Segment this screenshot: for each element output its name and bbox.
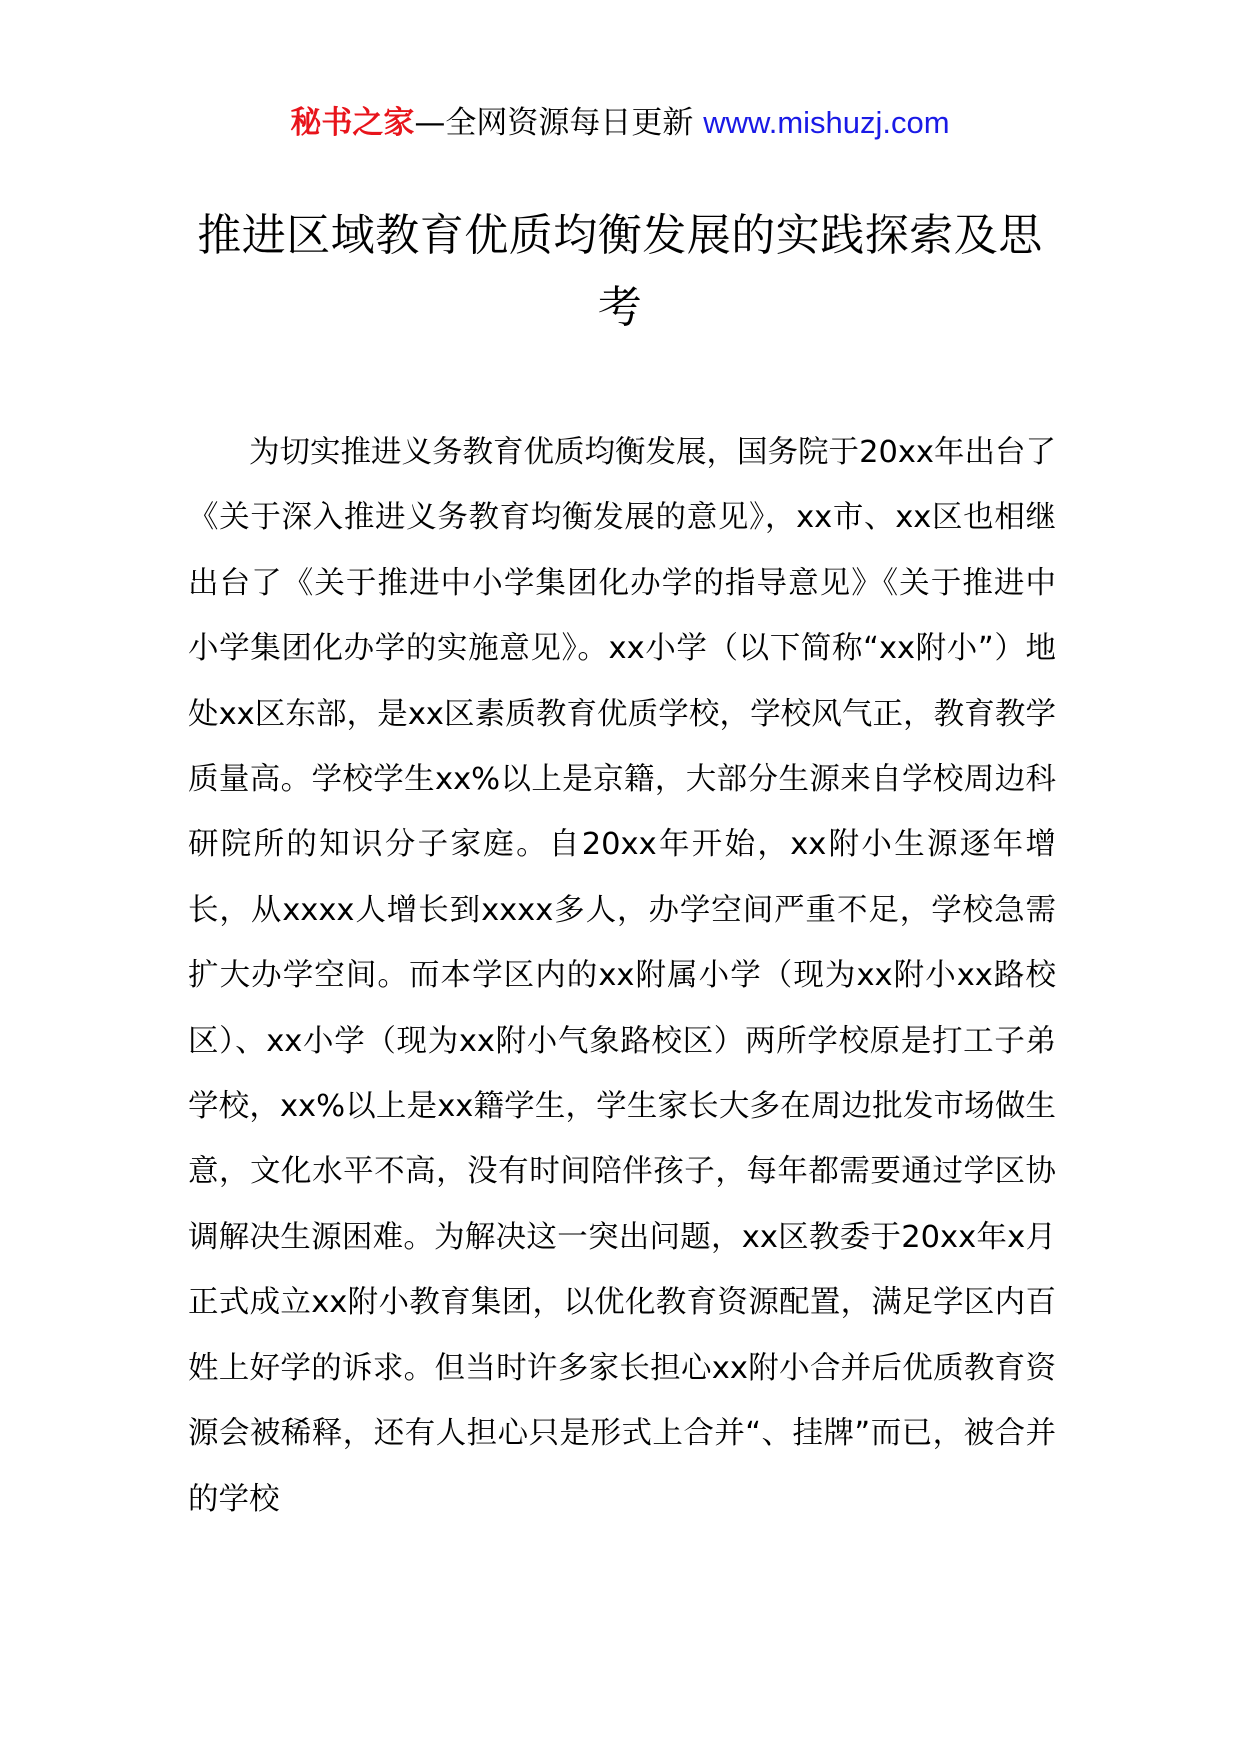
brand-name: 秘书之家 (290, 105, 415, 141)
document-title: 推进区域教育优质均衡发展的实践探索及思考 (197, 210, 1043, 333)
document-body (188, 420, 1056, 1532)
banner-tagline: —全网资源每日更新 (414, 105, 704, 141)
site-banner (0, 100, 1240, 146)
site-url-link[interactable]: www.mishuzj.com (703, 105, 950, 140)
body-paragraph: 为切实推进义务教育优质均衡发展，国务院于20xx年出台了《关于深入推进义务教育均衡发展的意见》，xx市、xx区也相继出台了《关于推进中小学集团化办学的指导意见》《关于推进中小学集团化办学的实施意见》。xx小学（以下简称“xx附小”）地处xx区东部，是xx区素质教育优质学校，学校风气正，教育教学质量高。学校学生xx%以上是京籍，大部分生源来自学校周边科研院所的知识分子家庭。自20xx年开始，xx附小生源逐年增长，从xxxx人增长到xxxx多人，办学空间严重不足，学校急需扩大办学空间。而本学区内的xx附属小学（现为xx附小xx路校区）、xx小学（现为xx附小气象路校区）两所学校原是打工子弟学校，xx%以上是xx籍学生，学生家长大多在周边批发市场做生意，文化水平不高，没有时间陪伴孩子，每年都需要通过学区协调解决生源困难。为解决这一突出问题，xx区教委于20xx年x月正式成立xx附小教育集团，以优化教育资源配置，满足学区内百姓上好学的诉求。但当时许多家长担心xx附小合并后优质教育资源会被稀释，还有人担心只是形式上合并“、挂牌”而已，被合并的学校 (188, 435, 1056, 1517)
